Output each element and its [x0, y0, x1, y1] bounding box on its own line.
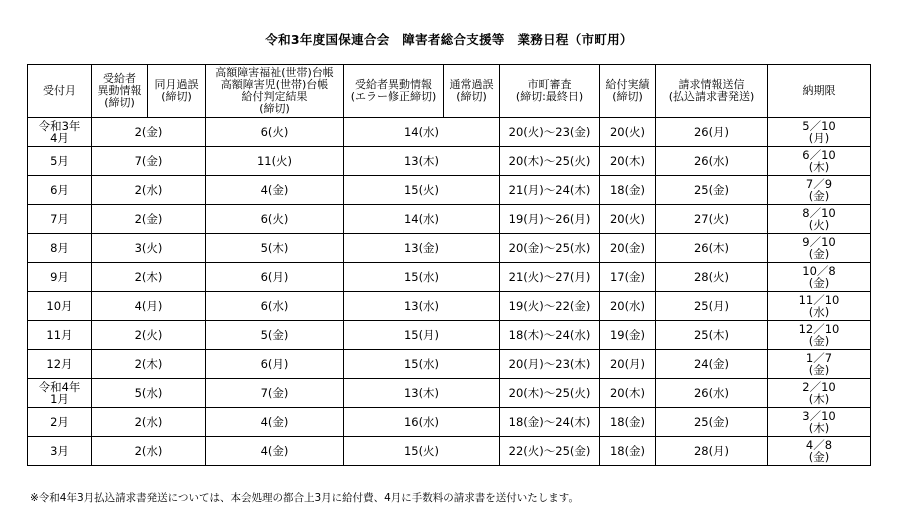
- header-cell: 高額障害福祉(世帯)台帳 高額障害児(世帯)台帳 給付判定結果 (締切): [206, 65, 344, 118]
- table-row: [28, 321, 871, 350]
- table-row: [28, 263, 871, 292]
- shimachi-cell: 20(木)～25(火): [500, 379, 600, 408]
- kogaku-cell: 6(火): [206, 118, 344, 147]
- error-kago-cell: 14(水): [344, 205, 500, 234]
- table-row: [28, 147, 871, 176]
- noki-cell: 5／10 (月): [768, 118, 871, 147]
- shimachi-cell: 19(火)～22(金): [500, 292, 600, 321]
- kogaku-cell: 11(火): [206, 147, 344, 176]
- table-row: [28, 176, 871, 205]
- header-cell: 請求情報送信 (払込請求書発送): [656, 65, 768, 118]
- jisseki-cell: 20(木): [600, 379, 656, 408]
- noki-cell: 7／9 (金): [768, 176, 871, 205]
- seikyu-cell: 26(水): [656, 379, 768, 408]
- header-cell: 給付実績 (締切): [600, 65, 656, 118]
- table-row: [28, 205, 871, 234]
- jisseki-cell: 20(月): [600, 350, 656, 379]
- kogaku-cell: 6(月): [206, 263, 344, 292]
- noki-cell: 11／10 (水): [768, 292, 871, 321]
- idou-cell: 7(金): [92, 147, 206, 176]
- jisseki-cell: 18(金): [600, 408, 656, 437]
- table-row: [28, 437, 871, 466]
- idou-cell: 2(水): [92, 176, 206, 205]
- shimachi-cell: 20(火)～23(金): [500, 118, 600, 147]
- shimachi-cell: 18(金)～24(木): [500, 408, 600, 437]
- header-cell: 市町審査 (締切:最終日): [500, 65, 600, 118]
- noki-cell: 2／10 (木): [768, 379, 871, 408]
- error-kago-cell: 13(木): [344, 147, 500, 176]
- seikyu-cell: 26(水): [656, 147, 768, 176]
- shimachi-cell: 20(木)～25(火): [500, 147, 600, 176]
- header-cell: 納期限: [768, 65, 871, 118]
- table-row: [28, 292, 871, 321]
- kogaku-cell: 4(金): [206, 408, 344, 437]
- shimachi-cell: 21(火)～27(月): [500, 263, 600, 292]
- error-kago-cell: 15(水): [344, 263, 500, 292]
- error-kago-cell: 13(木): [344, 379, 500, 408]
- month-cell: 6月: [28, 176, 92, 205]
- idou-cell: 5(水): [92, 379, 206, 408]
- noki-cell: 8／10 (火): [768, 205, 871, 234]
- jisseki-cell: 20(火): [600, 205, 656, 234]
- error-kago-cell: 15(火): [344, 176, 500, 205]
- seikyu-cell: 26(木): [656, 234, 768, 263]
- noki-cell: 3／10 (木): [768, 408, 871, 437]
- header-cell: 受給者異動情報 (エラー修正締切): [344, 65, 444, 118]
- month-cell: 令和4年 1月: [28, 379, 92, 408]
- shimachi-cell: 22(火)～25(金): [500, 437, 600, 466]
- jisseki-cell: 17(金): [600, 263, 656, 292]
- kogaku-cell: 5(金): [206, 321, 344, 350]
- jisseki-cell: 20(水): [600, 292, 656, 321]
- table-row: [28, 350, 871, 379]
- table-row: [28, 118, 871, 147]
- seikyu-cell: 27(火): [656, 205, 768, 234]
- kogaku-cell: 4(金): [206, 176, 344, 205]
- seikyu-cell: 26(月): [656, 118, 768, 147]
- kogaku-cell: 6(水): [206, 292, 344, 321]
- noki-cell: 1／7 (金): [768, 350, 871, 379]
- month-cell: 令和3年 4月: [28, 118, 92, 147]
- schedule-table: [27, 64, 871, 466]
- seikyu-cell: 25(金): [656, 176, 768, 205]
- idou-cell: 4(月): [92, 292, 206, 321]
- idou-cell: 2(水): [92, 437, 206, 466]
- month-cell: 10月: [28, 292, 92, 321]
- month-cell: 12月: [28, 350, 92, 379]
- idou-cell: 2(金): [92, 118, 206, 147]
- table-row: [28, 408, 871, 437]
- table-header-row: [28, 65, 871, 118]
- month-cell: 9月: [28, 263, 92, 292]
- jisseki-cell: 19(金): [600, 321, 656, 350]
- kogaku-cell: 5(木): [206, 234, 344, 263]
- noki-cell: 4／8 (金): [768, 437, 871, 466]
- idou-cell: 3(火): [92, 234, 206, 263]
- table-row: [28, 379, 871, 408]
- seikyu-cell: 28(火): [656, 263, 768, 292]
- month-cell: 3月: [28, 437, 92, 466]
- kogaku-cell: 6(月): [206, 350, 344, 379]
- error-kago-cell: 15(月): [344, 321, 500, 350]
- error-kago-cell: 15(水): [344, 350, 500, 379]
- error-kago-cell: 16(水): [344, 408, 500, 437]
- jisseki-cell: 20(木): [600, 147, 656, 176]
- jisseki-cell: 18(金): [600, 176, 656, 205]
- month-cell: 7月: [28, 205, 92, 234]
- idou-cell: 2(火): [92, 321, 206, 350]
- error-kago-cell: 13(金): [344, 234, 500, 263]
- seikyu-cell: 25(木): [656, 321, 768, 350]
- footnote: ※令和4年3月払込請求書発送については、本会処理の都合上3月に給付費、4月に手数料の請求書を送付いたします。: [30, 492, 579, 504]
- idou-cell: 2(木): [92, 263, 206, 292]
- month-cell: 8月: [28, 234, 92, 263]
- noki-cell: 6／10 (木): [768, 147, 871, 176]
- kogaku-cell: 7(金): [206, 379, 344, 408]
- header-cell: 受給者 異動情報 (締切): [92, 65, 148, 118]
- month-cell: 5月: [28, 147, 92, 176]
- shimachi-cell: 18(木)～24(水): [500, 321, 600, 350]
- month-cell: 11月: [28, 321, 92, 350]
- noki-cell: 10／8 (金): [768, 263, 871, 292]
- noki-cell: 12／10 (金): [768, 321, 871, 350]
- seikyu-cell: 25(金): [656, 408, 768, 437]
- jisseki-cell: 18(金): [600, 437, 656, 466]
- error-kago-cell: 13(水): [344, 292, 500, 321]
- kogaku-cell: 6(火): [206, 205, 344, 234]
- header-cell: 同月過誤 (締切): [148, 65, 206, 118]
- kogaku-cell: 4(金): [206, 437, 344, 466]
- document-title: 令和3年度国保連合会 障害者総合支援等 業務日程（市町用）: [265, 32, 633, 47]
- month-cell: 2月: [28, 408, 92, 437]
- header-cell: 通常過誤 (締切): [444, 65, 500, 118]
- idou-cell: 2(金): [92, 205, 206, 234]
- shimachi-cell: 21(月)～24(木): [500, 176, 600, 205]
- noki-cell: 9／10 (金): [768, 234, 871, 263]
- seikyu-cell: 25(月): [656, 292, 768, 321]
- seikyu-cell: 28(月): [656, 437, 768, 466]
- jisseki-cell: 20(火): [600, 118, 656, 147]
- shimachi-cell: 20(月)～23(木): [500, 350, 600, 379]
- idou-cell: 2(木): [92, 350, 206, 379]
- seikyu-cell: 24(金): [656, 350, 768, 379]
- table-row: [28, 234, 871, 263]
- shimachi-cell: 20(金)～25(水): [500, 234, 600, 263]
- jisseki-cell: 20(金): [600, 234, 656, 263]
- shimachi-cell: 19(月)～26(月): [500, 205, 600, 234]
- header-cell: 受付月: [28, 65, 92, 118]
- error-kago-cell: 15(火): [344, 437, 500, 466]
- idou-cell: 2(水): [92, 408, 206, 437]
- error-kago-cell: 14(水): [344, 118, 500, 147]
